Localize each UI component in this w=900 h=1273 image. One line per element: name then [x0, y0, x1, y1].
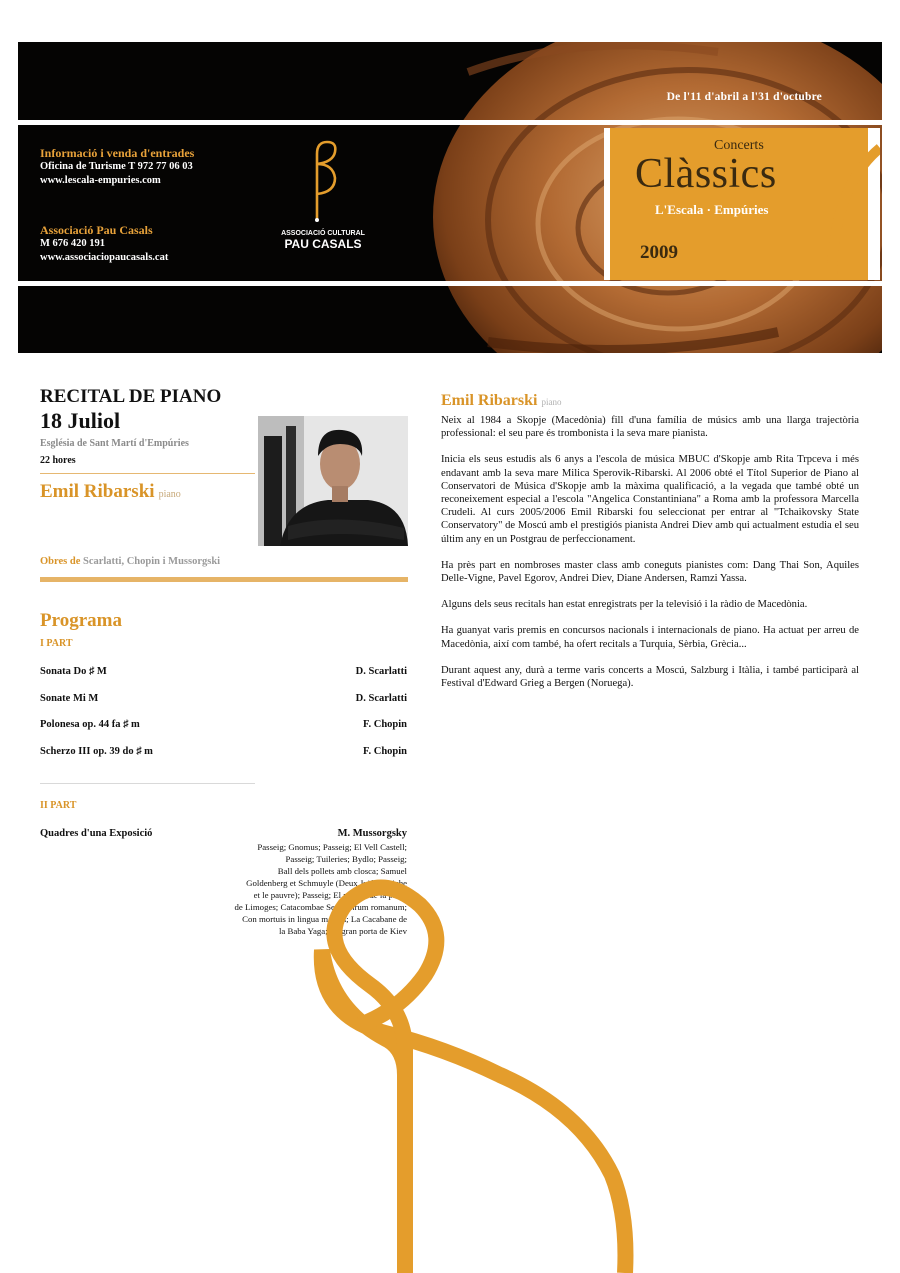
association-logo-name: PAU CASALS [284, 237, 362, 251]
location-label: L'Escala · Empúries [655, 202, 769, 217]
ticket-info-phone: Oficina de Turisme T 972 77 06 03 [40, 161, 193, 172]
bio-name: Emil Ribarski [441, 392, 538, 409]
concerts-label: Concerts [714, 138, 764, 153]
bio-paragraph: Neix al 1984 a Skopje (Macedònia) fill d'una família de músics amb una llarga trajectòria professional: el seu pare és trombonista i la seva mare pianista. [441, 415, 859, 440]
program-composer: F. Chopin [363, 746, 407, 757]
part-one-label: I PART [40, 638, 73, 649]
movement-line: Passeig; Gnomus; Passeig; El Vell Castell; [257, 842, 407, 852]
program-heading: Programa [40, 610, 122, 631]
event-venue: Església de Sant Martí d'Empúries [40, 438, 189, 449]
season-dates: De l'11 d'abril a l'31 d'octubre [666, 91, 822, 103]
movement-line: Passeig; Tuileries; Bydlo; Passeig; [285, 854, 407, 864]
bio-paragraph: Inicia els seus estudis als 6 anys a l'escola de música MBUC d'Skopje amb Rita Trpceva i més endavant amb la seva mare Milica Sperovik-Ribarski. Al 2006 obté el Títol Superior de Piano al Conservatori de Música d'Skopje amb la màxima qualificació, a la vegada que també obté un reconeixement especial a l'escola "Angelica Constantiniana" a Roma amb la professora Marcella Crudeli. Al curs 2005/2006 Emil Ribarski fou seleccionat per entrar al "Tchaikovsky State Conservatory" de Moscú amb el prestigiós pianista Andrei Diev amb qui actualment estudia el seu últim any en un Postgrau de perfeccionament. [441, 454, 859, 545]
movement-line: Ball dels pollets amb closca; Samuel [277, 866, 407, 876]
works-composers: Scarlatti, Chopin i Mussorgski [82, 556, 221, 567]
movement-line: de Limoges; Catacombae Sepulchrum romanum; [234, 902, 407, 912]
event-time: 22 hores [40, 455, 76, 466]
association-logo-subtitle: ASSOCIACIÓ CULTURAL [281, 230, 365, 237]
program-piece: Polonesa op. 44 fa ♯ m [40, 719, 140, 730]
quadres-composer: M. Mussorgsky [337, 828, 407, 839]
performer-instrument: piano [158, 489, 181, 500]
movement-line: Con mortuis in lingua mortua; La Cacabane de [242, 914, 407, 924]
event-date: 18 Juliol [40, 408, 121, 433]
bio-paragraph: Durant aquest any, durà a terme varis concerts a Moscú, Salzburg i Itàlia, i també participarà al Festival d'Edward Grieg a Bergen (Noruega). [441, 664, 859, 690]
bio-paragraph: Alguns dels seus recitals han estat enregistrats per la televisió i la ràdio de Macedònia. [441, 599, 808, 611]
ticket-info-heading: Informació i venda d'entrades [40, 146, 195, 160]
classics-title: Clàssics [635, 151, 777, 197]
program-piece: Scherzo III op. 39 do ♯ m [40, 746, 153, 757]
association-info-phone: M 676 420 191 [40, 238, 106, 249]
association-info-heading: Associació Pau Casals [40, 223, 153, 237]
bio-paragraph: Ha près part en nombroses master class amb coneguts pianistes com: Dang Thai Son, Aquiles Delle-Vigne, Pavel Egorov, Andrei Diev, Diane Andersen, Ramzi Yassa. [441, 559, 859, 585]
movement-line: et le pauvre); Passeig; El mercat de la plaça [253, 890, 407, 900]
ticket-info-web[interactable]: www.lescala-empuries.com [40, 175, 161, 186]
part-two-label: II PART [40, 800, 77, 811]
movement-line: Goldenberg et Schmuyle (Deux Juifs, le riche [246, 878, 407, 888]
works-prefix: Obres de [40, 556, 81, 567]
program-piece: Sonata Do ♯ M [40, 666, 107, 677]
year-label: 2009 [640, 242, 678, 263]
program-composer: D. Scarlatti [355, 693, 407, 704]
bio-instrument: piano [541, 397, 562, 407]
movement-line: la Baba Yaga; La gran porta de Kiev [278, 926, 407, 936]
quadres-piece: Quadres d'una Exposició [40, 828, 153, 839]
association-info-web[interactable]: www.associaciopaucasals.cat [40, 252, 169, 263]
bio-paragraph: Ha guanyat varis premis en concursos nacionals i internacionals de piano. Ha actuat per arreu de Macedònia, així com també, ha ofert recitals a Turquia, Sèrbia, Grècia... [441, 625, 859, 650]
event-title: RECITAL DE PIANO [40, 386, 222, 407]
program-piece: Sonate Mi M [40, 693, 99, 704]
performer-name-text: Emil Ribarski [40, 481, 155, 502]
program-composer: D. Scarlatti [355, 666, 407, 677]
program-composer: F. Chopin [363, 719, 407, 730]
